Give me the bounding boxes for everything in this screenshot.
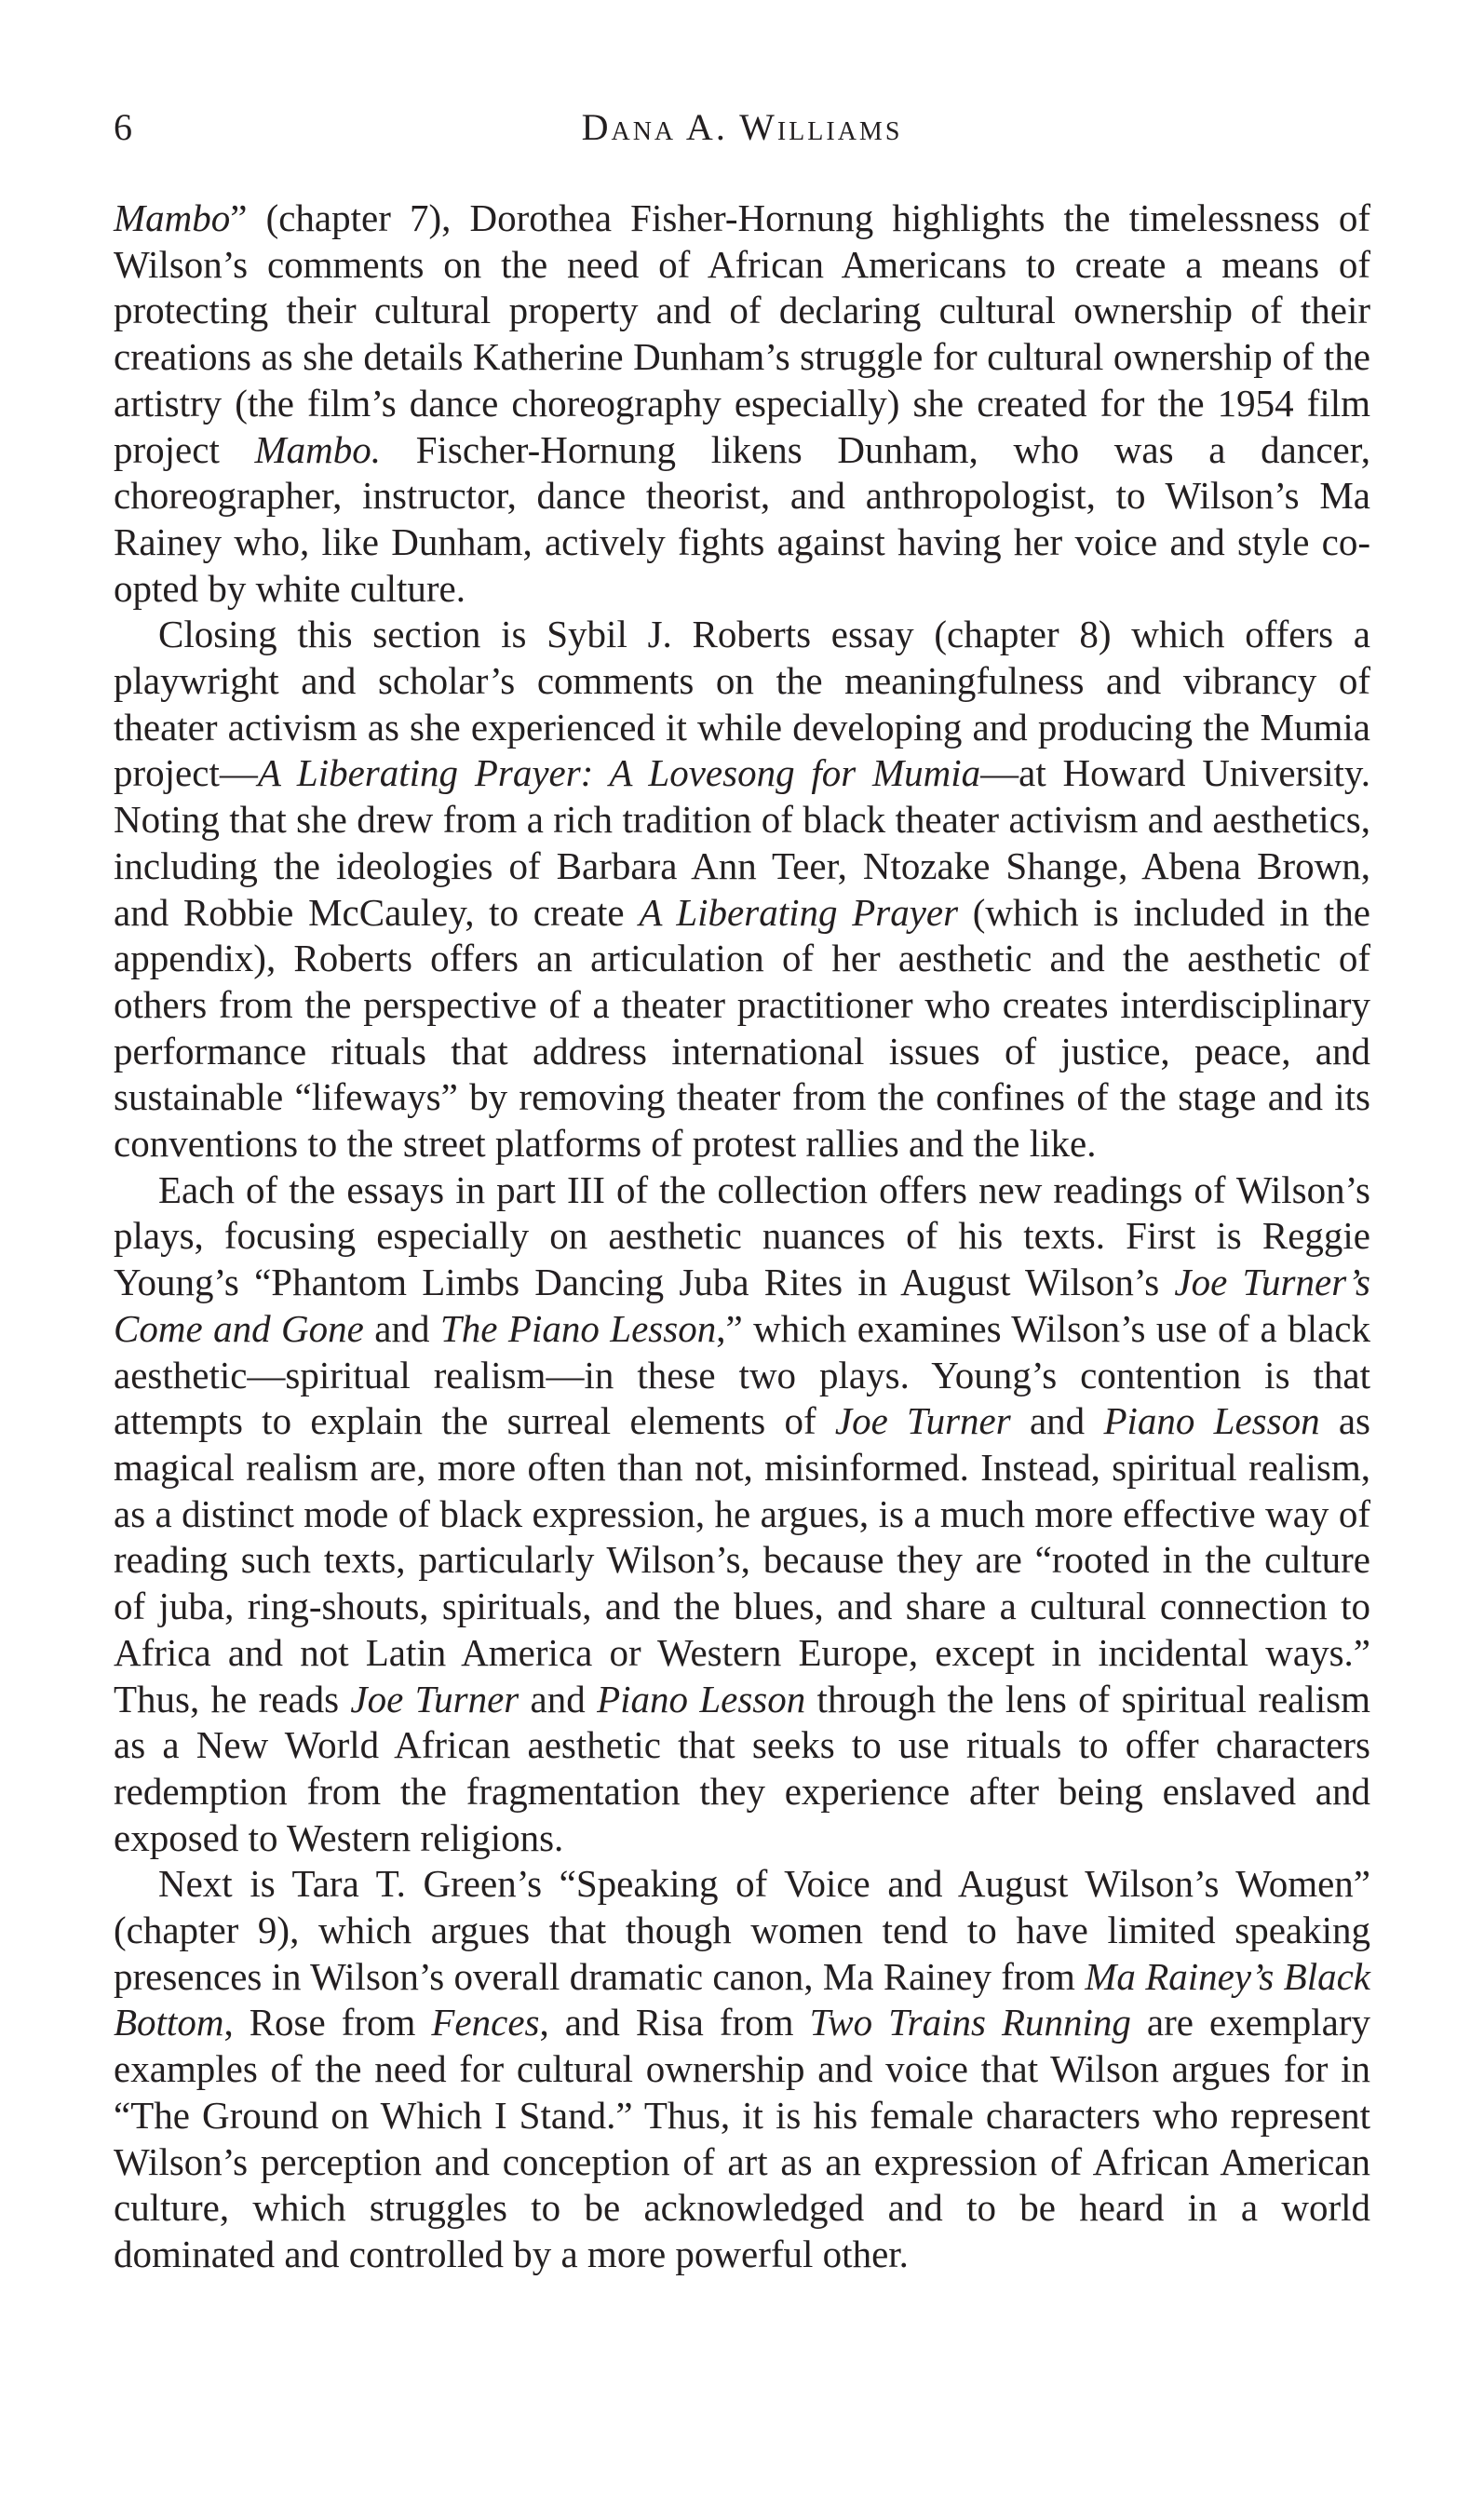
text-run: are exemplary examples of the need for cultural ownership and voice that Wilson argues for in “The Ground on Which I Stand.” Thus, it is his female characters who represent Wilson’s perception and conception of art as an expression of African American culture, which struggles to be acknowledged and to be heard in a world dominated and controlled by a more powerful other. (114, 2001, 1370, 2275)
text-run: , and Risa from (539, 2001, 810, 2044)
paragraph-3 (114, 1167, 1370, 1862)
paragraph-4 (114, 1861, 1370, 2277)
text-run: Mambo. (254, 427, 382, 471)
text-run: Closing this section is Sybil J. Roberts essay (chapter 8) which offers a playwright and scholar’s comments on the meaningfulness and vibrancy of theater activism as she experienced it while developing and producing the Mumia project— (114, 613, 1370, 795)
text-run: , Rose from (223, 2001, 432, 2044)
text-run: Fischer-Hornung likens Dunham, who was a dancer, choreographer, instructor, dance theorist, and anthropologist, to Wilson’s Ma Rainey who, like Dunham, actively fights against having her voice and style co-opted by white culture. (114, 427, 1370, 610)
text-run: and (519, 1677, 598, 1720)
text-run: Ma Rainey’s Black Bottom (114, 1954, 1371, 2044)
text-run: Each of the essays in part III of the collection offers new readings of Wilson’s plays, focusing especially on aesthetic nuances of his texts. First is Reggie Young’s “Phantom Limbs Dancing Juba Rites in August Wilson’s (114, 1167, 1370, 1304)
text-run: A Liberating Prayer (639, 890, 959, 934)
text-run: Piano Lesson (597, 1677, 806, 1720)
text-run: (which is included in the appendix), Roberts offers an articulation of her aesthetic and the aesthetic of others from the perspective of a theater practitioner who creates interdisciplinary performance rituals that address international issues of justice, peace, and sustainable “lifeways” by removing theater from the confines of the stage and its conventions to the street platforms of protest rallies and the like. (114, 890, 1370, 1166)
text-run: —at Howard University. Noting that she drew from a rich tradition of black theater activism and aesthetics, including the ideologies of Barbara Ann Teer, Ntozake Shange, Abena Brown, and Robbie McCauley, to create (114, 751, 1370, 934)
body-text (114, 196, 1370, 2278)
text-run: Joe Turner’s Come and Gone (114, 1261, 1370, 1350)
text-run: through the lens of spiritual realism as a New World African aesthetic that seeks to use rituals to offer characters redemption from the fragmentation they experience after being enslaved and exposed to Western religions. (114, 1677, 1370, 1859)
text-run: The Piano Lesson (439, 1306, 717, 1350)
text-run: and (363, 1306, 440, 1350)
text-run: Next is Tara T. Green’s “Speaking of Voice and August Wilson’s Women” (chapter 9), which argues that though women tend to have limited speaking presences in Wilson’s overall dramatic canon, Ma Rainey from (114, 1862, 1370, 1998)
text-run: A Liberating Prayer: A Lovesong for Mumia (257, 751, 981, 795)
text-run: Piano Lesson (1103, 1399, 1320, 1443)
running-title: Dana A. Williams (581, 106, 903, 148)
text-run: and (1010, 1399, 1104, 1443)
text-run: Two Trains Running (809, 2001, 1131, 2044)
text-run: ,” which examines Wilson’s use of a black aesthetic—spiritual realism—in these two plays. Young’s contention is that attempts to explain the surreal elements of (114, 1306, 1370, 1443)
text-run: Mambo (114, 196, 231, 239)
page-number: 6 (114, 106, 132, 148)
text-run: Joe Turner (834, 1399, 1011, 1443)
paragraph-1 (114, 196, 1370, 612)
text-run: Fences (431, 2001, 540, 2044)
text-run: as magical realism are, more often than not, misinformed. Instead, spiritual realism, as a distinct mode of black expression, he argues, is a much more effective way of reading such texts, particularly Wilson’s, because they are “rooted in the culture of juba, ring-shouts, spirituals, and the blues, and share a cultural connection to Africa and not Latin America or Western Europe, except in incidental ways.” Thus, he reads (114, 1399, 1371, 1720)
text-run: Joe Turner (350, 1677, 519, 1720)
paragraph-2 (114, 612, 1370, 1167)
text-run: ” (chapter 7), Dorothea Fisher-Hornung highlights the timelessness of Wilson’s comments on the need of African Americans to create a means of protecting their cultural property and of declaring cultural ownership of their creations as she details Katherine Dunham’s struggle for cultural ownership of the artistry (the film’s dance choreography especially) she created for the 1954 film project (114, 196, 1370, 471)
running-head (114, 104, 1370, 160)
